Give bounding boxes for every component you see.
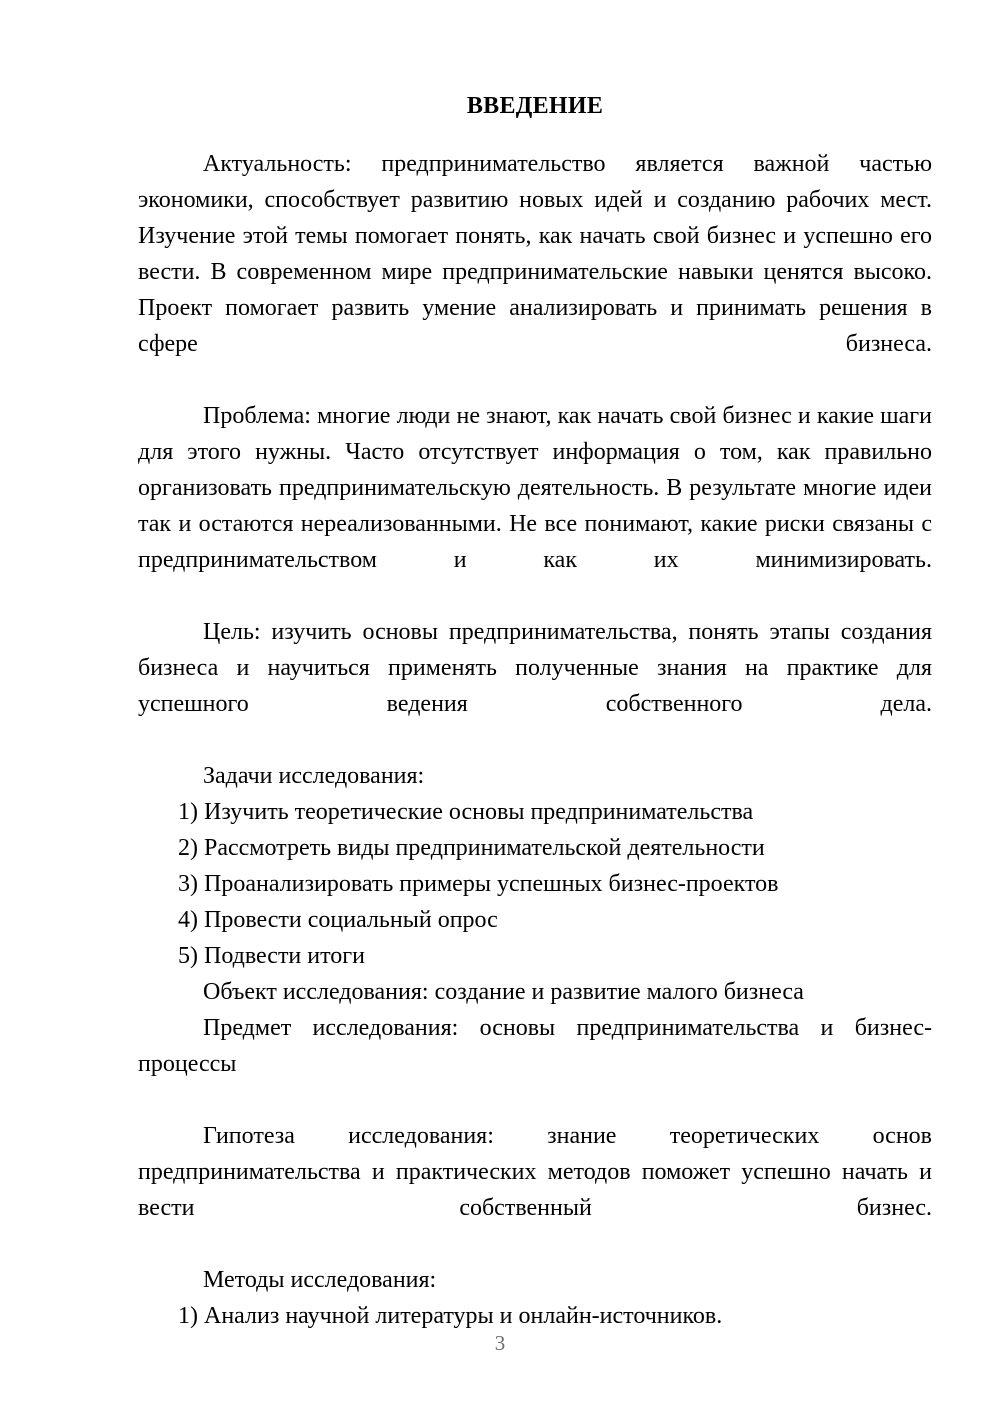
list-item: 3) Проанализировать примеры успешных бизнес-проектов	[178, 871, 779, 897]
tasks-heading: Задачи исследования:	[203, 763, 425, 789]
paragraph-hypothesis: Гипотеза исследования: знание теоретических основ предпринимательства и практических методов поможет успешно начать и вести собственный бизнес.	[138, 1123, 932, 1221]
paragraph-problem: Проблема: многие люди не знают, как начать свой бизнес и какие шаги для этого нужны. Часто отсутствует информация о том, как правильно организовать предпринимательскую деятельность. В результате многие идеи так и остаются нереализованными. Не все понимают, какие риски связаны с предпринимательством и как их минимизировать.	[138, 403, 932, 573]
list-item: 5) Подвести итоги	[178, 943, 365, 969]
paragraph-object: Объект исследования: создание и развитие малого бизнеса	[203, 979, 804, 1005]
page-number: 3	[494, 1331, 506, 1355]
paragraph-goal: Цель: изучить основы предпринимательства, понять этапы создания бизнеса и научиться применять полученные знания на практике для успешного ведения собственного дела.	[138, 619, 932, 717]
paragraph-subject: Предмет исследования: основы предпринимательства и бизнес-процессы	[138, 1015, 932, 1077]
paragraph-relevance: Актуальность: предпринимательство является важной частью экономики, способствует развитию новых идей и созданию рабочих мест. Изучение этой темы помогает понять, как начать свой бизнес и успешно его вести. В современном мире предпринимательские навыки ценятся высоко. Проект помогает развить умение анализировать и принимать решения в сфере бизнеса.	[138, 151, 932, 357]
list-item: 1) Изучить теоретические основы предпринимательства	[178, 799, 754, 825]
list-item: 2) Рассмотреть виды предпринимательской деятельности	[178, 835, 765, 861]
page-title: ВВЕДЕНИЕ	[466, 93, 604, 119]
list-item: 4) Провести социальный опрос	[178, 907, 498, 933]
document-body	[138, 88, 932, 1334]
methods-heading: Методы исследования:	[203, 1267, 437, 1293]
methods-list	[138, 1298, 932, 1334]
list-item: 1) Анализ научной литературы и онлайн-источников.	[178, 1303, 723, 1329]
tasks-list	[138, 794, 932, 974]
